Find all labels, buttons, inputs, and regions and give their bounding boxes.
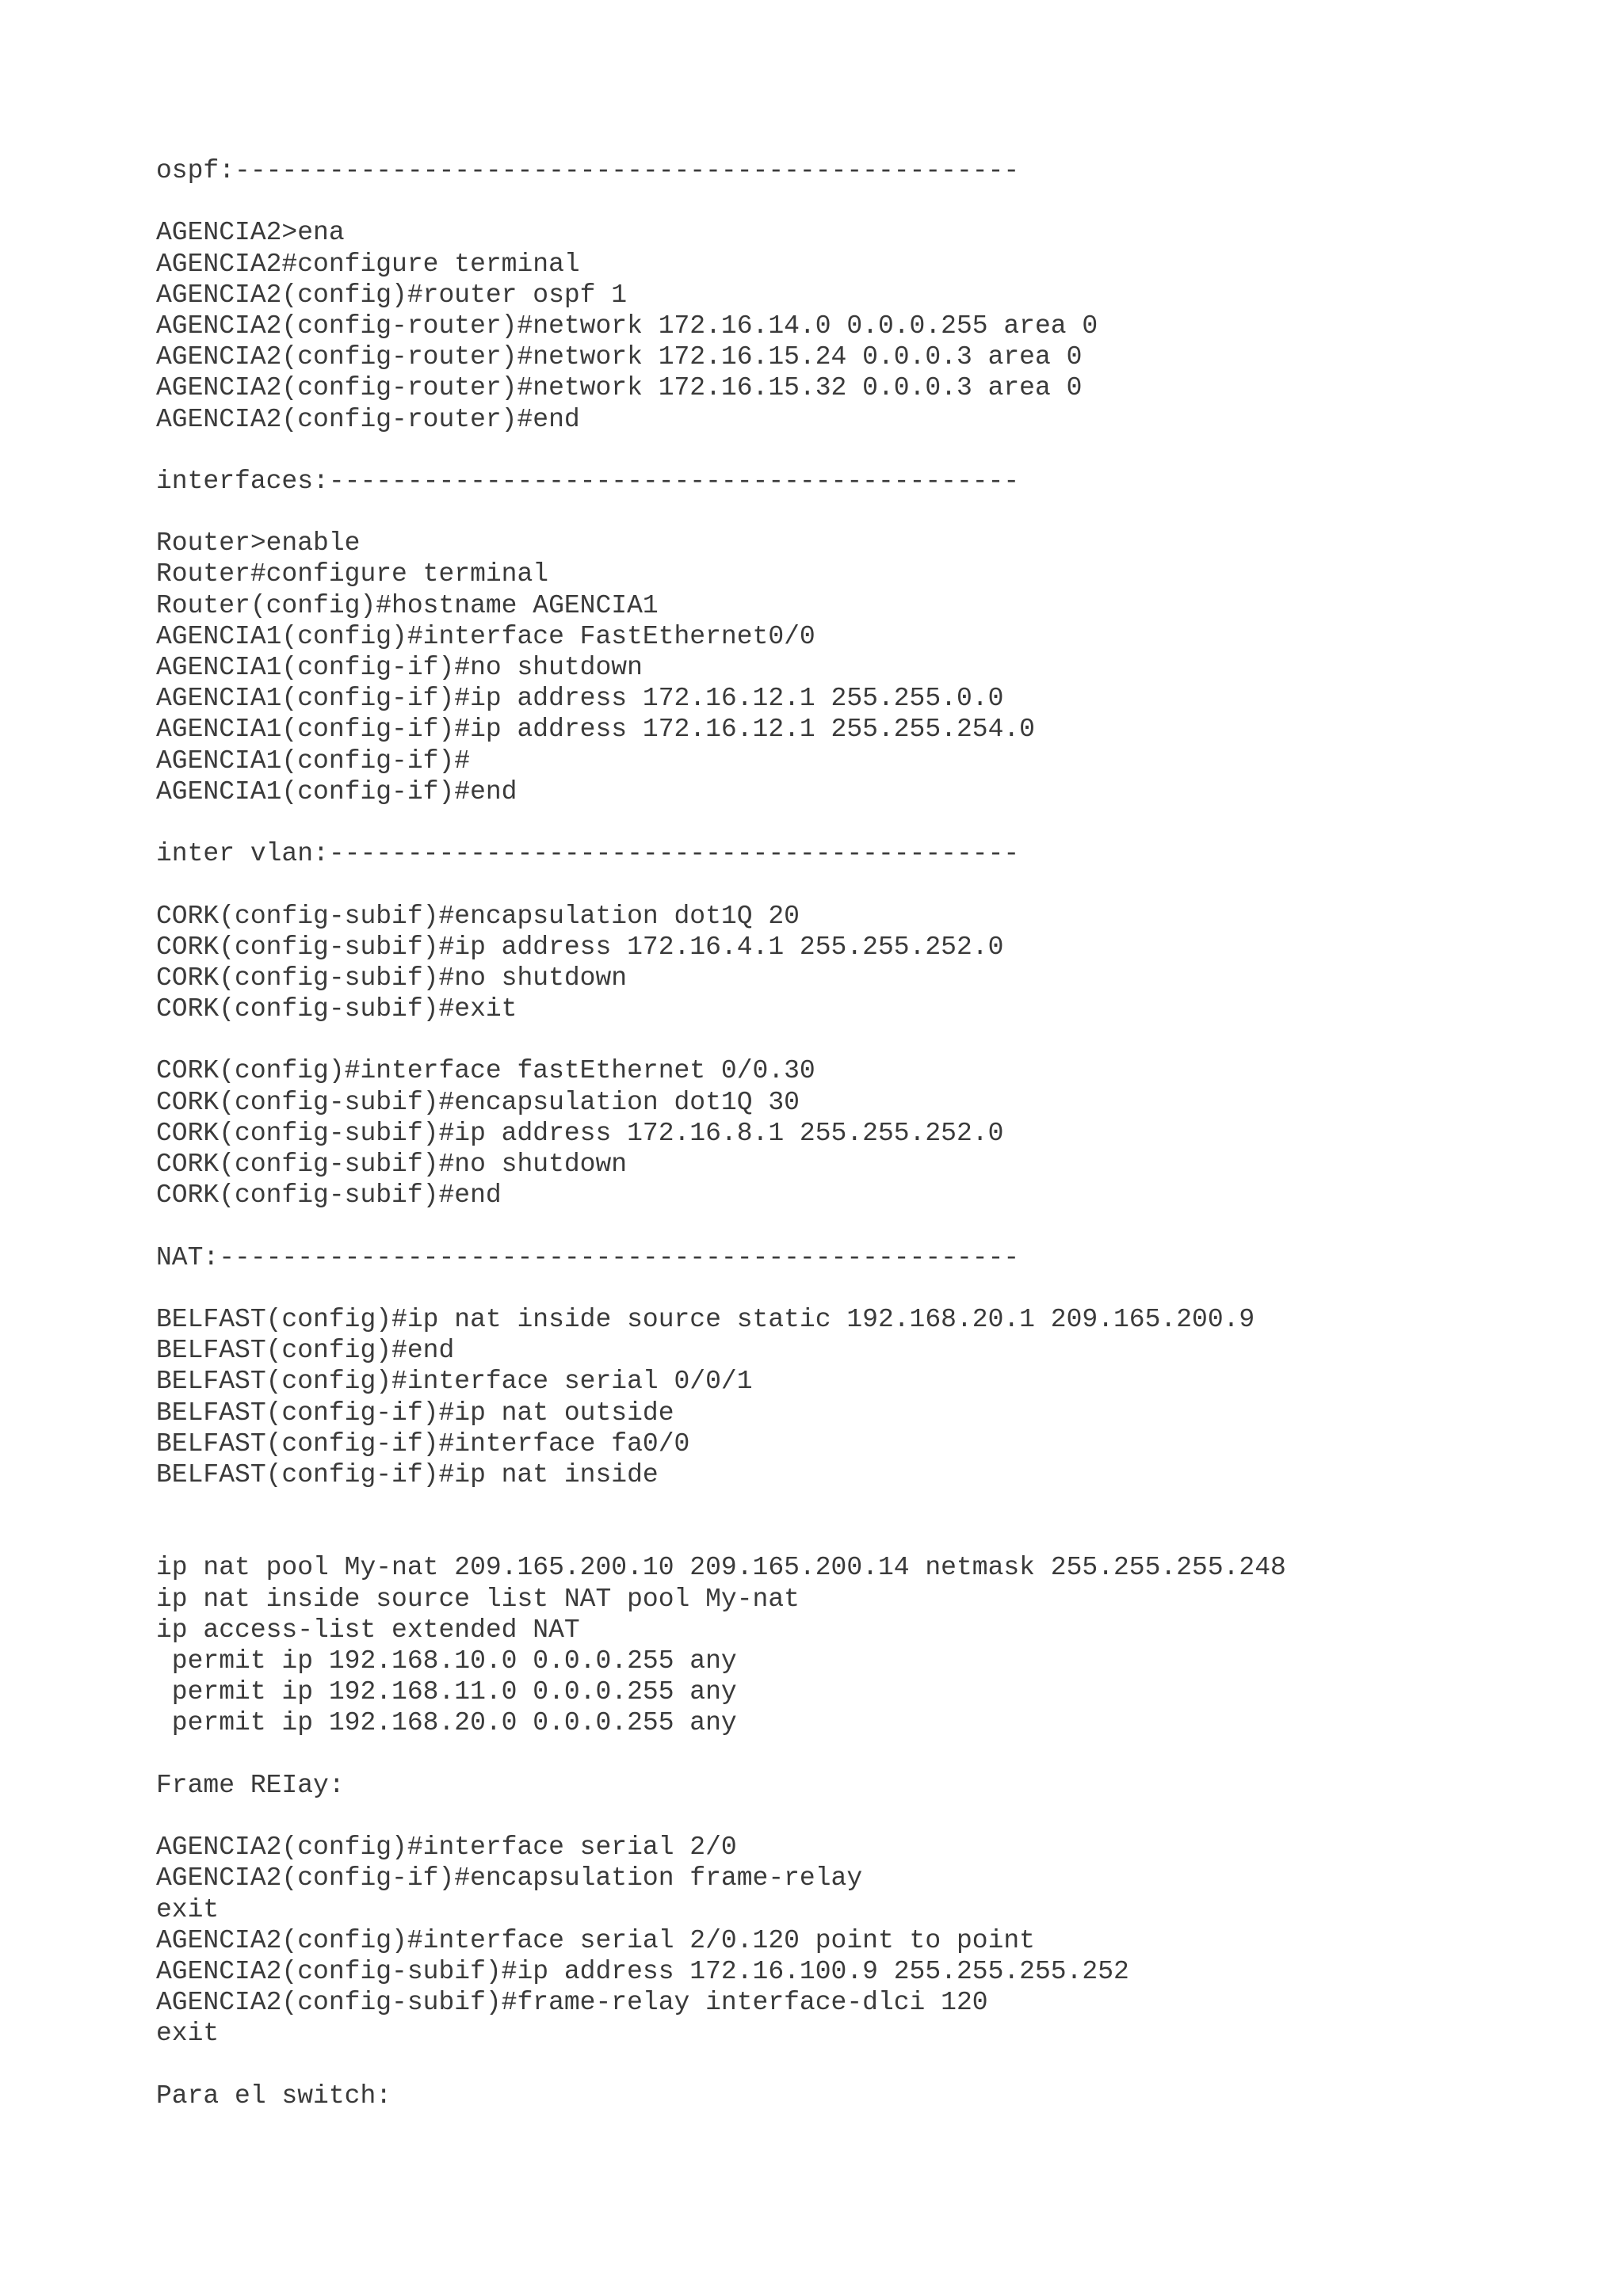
text-line: AGENCIA1(config)#interface FastEthernet0/0 [156,621,815,651]
blank-line [156,2049,1567,2080]
text-line: AGENCIA2(config-router)#end [156,404,580,434]
text-line: AGENCIA2(config)#interface serial 2/0 [156,1833,737,1863]
text-line: interfaces:-------------------------------------------- [156,466,1020,496]
text-line: AGENCIA1(config-if)#ip address 172.16.12.1 255.255.0.0 [156,684,1004,714]
text-line: ip nat inside source list NAT pool My-nat [156,1584,800,1614]
text-line: NAT:--------------------------------------------------- [156,1242,1020,1272]
blank-line [156,1521,1567,1552]
text-line: BELFAST(config)#ip nat inside source static 192.168.20.1 209.165.200.9 [156,1304,1255,1334]
text-line: AGENCIA1(config-if)#no shutdown [156,653,643,682]
text-line: CORK(config-subif)#ip address 172.16.8.1 255.255.252.0 [156,1118,1004,1148]
blank-line [156,807,1567,838]
text-line: AGENCIA1(config-if)# [156,746,471,776]
text-line: AGENCIA2(config-router)#network 172.16.15.24 0.0.0.3 area 0 [156,342,1083,372]
text-line: Router>enable [156,528,361,559]
text-line: CORK(config-subif)#encapsulation dot1Q 30 [156,1087,800,1117]
text-line: CORK(config-subif)#encapsulation dot1Q 20 [156,901,800,931]
text-line: AGENCIA2#configure terminal [156,249,580,279]
text-line: ip access-list extended NAT [156,1615,580,1645]
text-line: AGENCIA1(config-if)#ip address 172.16.12.1 255.255.254.0 [156,715,1035,745]
text-line: Router(config)#hostname AGENCIA1 [156,590,659,620]
blank-line [156,1211,1567,1241]
text-line: Frame REIay: [156,1770,345,1800]
text-line: AGENCIA2(config-subif)#ip address 172.16.100.9 255.255.255.252 [156,1956,1129,1986]
text-line: permit ip 192.168.10.0 0.0.0.255 any [156,1646,737,1676]
text-line: Router#configure terminal [156,559,549,589]
text-line: CORK(config-subif)#ip address 172.16.4.1 255.255.252.0 [156,932,1004,962]
text-line: CORK(config-subif)#exit [156,994,517,1024]
text-line: AGENCIA2(config-router)#network 172.16.15.32 0.0.0.3 area 0 [156,373,1083,403]
blank-line [156,1024,1567,1055]
blank-line [156,1490,1567,1521]
text-line: CORK(config)#interface fastEthernet 0/0.30 [156,1056,815,1086]
blank-line [156,435,1567,466]
text-line: Para el switch: [156,2081,392,2111]
text-line: BELFAST(config)#end [156,1336,455,1366]
text-line: BELFAST(config-if)#ip nat outside [156,1398,674,1428]
text-line: ospf:-------------------------------------------------- [156,156,1020,185]
text-line: AGENCIA2(config-subif)#frame-relay interface-dlci 120 [156,1988,988,2018]
text-line: exit [156,1894,220,1924]
blank-line [156,869,1567,900]
text-line: ip nat pool My-nat 209.165.200.10 209.165.200.14 netmask 255.255.255.248 [156,1553,1286,1583]
text-line: exit [156,2019,220,2049]
text-line: AGENCIA2(config-router)#network 172.16.14.0 0.0.0.255 area 0 [156,311,1098,341]
text-line: inter vlan:-------------------------------------------- [156,839,1020,869]
blank-line [156,186,1567,217]
text-line: CORK(config-subif)#no shutdown [156,963,628,993]
blank-line [156,497,1567,528]
text-line: CORK(config-subif)#no shutdown [156,1150,628,1179]
text-line: BELFAST(config)#interface serial 0/0/1 [156,1367,753,1397]
text-line: AGENCIA2(config)#router ospf 1 [156,280,628,310]
text-line: BELFAST(config-if)#ip nat inside [156,1459,659,1489]
text-line: AGENCIA2>ena [156,218,345,248]
blank-line [156,1739,1567,1770]
text-line: AGENCIA2(config)#interface serial 2/0.120 point to point [156,1925,1035,1955]
blank-line [156,1273,1567,1304]
text-line: CORK(config-subif)#end [156,1180,502,1211]
text-line: AGENCIA2(config-if)#encapsulation frame-relay [156,1863,863,1894]
text-line: BELFAST(config-if)#interface fa0/0 [156,1428,690,1459]
document-body [156,155,1567,2111]
text-line: permit ip 192.168.20.0 0.0.0.255 any [156,1708,737,1738]
blank-line [156,1801,1567,1832]
text-line: AGENCIA1(config-if)#end [156,776,517,807]
text-line: permit ip 192.168.11.0 0.0.0.255 any [156,1677,737,1707]
